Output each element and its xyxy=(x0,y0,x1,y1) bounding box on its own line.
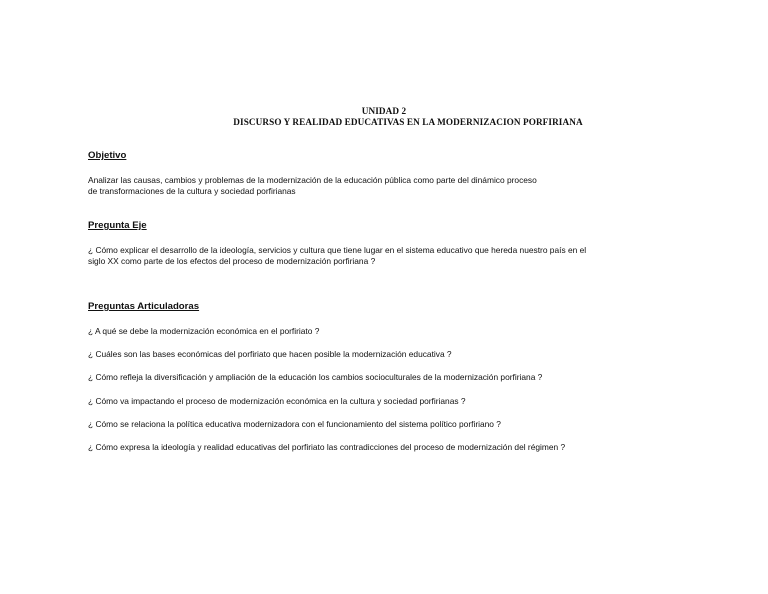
question-item: ¿ Cómo va impactando el proceso de modernización económica en la cultura y sociedad porfirianas ? xyxy=(88,396,466,406)
objetivo-heading: Objetivo xyxy=(88,150,127,161)
question-item: ¿ Cómo expresa la ideología y realidad educativas del porfiriato las contradicciones del proceso de modernización del régimen ? xyxy=(88,442,566,452)
unit-name: DISCURSO Y REALIDAD EDUCATIVAS EN LA MODERNIZACION PORFIRIANA xyxy=(233,117,583,127)
unit-title xyxy=(0,106,768,128)
question-item: ¿ Cuáles son las bases económicas del porfiriato que hacen posible la modernización educativa ? xyxy=(88,349,452,359)
preguntas-articuladoras-heading: Preguntas Articuladoras xyxy=(88,301,200,312)
question-item: ¿ Cómo refleja la diversificación y ampliación de la educación los cambios socioculturales de la modernización porfiriana ? xyxy=(88,372,543,382)
pregunta-eje-text: ¿ Cómo explicar el desarrollo de la ideología, servicios y cultura que tiene lugar en el sistema educativo que hereda nuestro país en el siglo XX como parte de los efectos del proceso de modernización porfiriana ? xyxy=(88,245,587,266)
objetivo-text: Analizar las causas, cambios y problemas de la modernización de la educación pública como parte del dinámico proceso de transformaciones de la cultura y sociedad porfirianas xyxy=(88,175,537,196)
pregunta-eje-heading: Pregunta Eje xyxy=(88,220,147,231)
question-item: ¿ A qué se debe la modernización económica en el porfiriato ? xyxy=(88,326,320,336)
unit-number: UNIDAD 2 xyxy=(361,106,407,116)
question-item: ¿ Cómo se relaciona la política educativa modernizadora con el funcionamiento del sistema político porfiriano ? xyxy=(88,419,501,429)
